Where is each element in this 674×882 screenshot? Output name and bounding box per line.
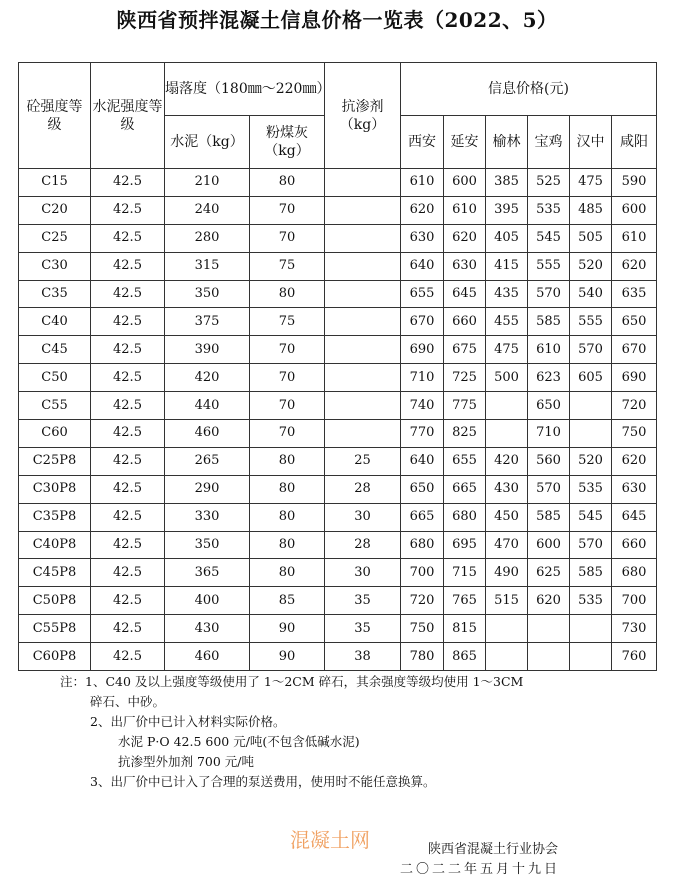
table-cell: 630 <box>401 224 444 252</box>
table-row <box>19 447 657 475</box>
table-row <box>19 364 657 392</box>
table-row <box>19 280 657 308</box>
table-cell <box>325 252 401 280</box>
table-cell: 700 <box>612 587 657 615</box>
table-cell <box>570 420 612 448</box>
header-grade: 砼强度等 级 <box>19 63 91 169</box>
header-cement: 水泥（kg） <box>165 116 250 169</box>
table-cell: 585 <box>528 503 570 531</box>
table-row <box>19 503 657 531</box>
table-cell: 555 <box>570 308 612 336</box>
table-cell: 660 <box>612 531 657 559</box>
header-antiseep: 抗渗剂（kg） <box>325 63 401 169</box>
table-cell: 660 <box>444 308 486 336</box>
table-cell: 42.5 <box>91 420 165 448</box>
table-cell: 315 <box>165 252 250 280</box>
table-cell: 670 <box>612 336 657 364</box>
organization: 陕西省混凝土行业协会 <box>428 842 559 857</box>
table-cell: 80 <box>250 531 325 559</box>
table-cell: 825 <box>444 420 486 448</box>
table-cell: 42.5 <box>91 336 165 364</box>
table-cell: 350 <box>165 531 250 559</box>
table-cell <box>486 420 528 448</box>
table-cell: 280 <box>165 224 250 252</box>
table-cell: 695 <box>444 531 486 559</box>
table-cell: 375 <box>165 308 250 336</box>
table-cell: 585 <box>570 559 612 587</box>
table-cell: 330 <box>165 503 250 531</box>
table-cell: 455 <box>486 308 528 336</box>
table-cell: C50 <box>19 364 91 392</box>
table-cell: 640 <box>401 447 444 475</box>
table-cell <box>570 643 612 671</box>
table-row <box>19 587 657 615</box>
table-cell <box>486 392 528 420</box>
table-row <box>19 615 657 643</box>
table-cell: C40P8 <box>19 531 91 559</box>
table-cell: 90 <box>250 615 325 643</box>
table-cell: C35P8 <box>19 503 91 531</box>
table-cell: 650 <box>528 392 570 420</box>
table-cell: 535 <box>570 475 612 503</box>
table-cell: 265 <box>165 447 250 475</box>
table-cell <box>570 615 612 643</box>
table-cell: 470 <box>486 531 528 559</box>
table-cell: 525 <box>528 169 570 197</box>
table-cell: 75 <box>250 252 325 280</box>
table-cell: 42.5 <box>91 643 165 671</box>
table-row <box>19 196 657 224</box>
table-cell: 90 <box>250 643 325 671</box>
table-cell: 545 <box>528 224 570 252</box>
table-cell: 600 <box>444 169 486 197</box>
issue-date: 二〇二二年五月十九日 <box>400 862 561 877</box>
table-cell: 750 <box>401 615 444 643</box>
table-cell: 42.5 <box>91 308 165 336</box>
table-cell: 42.5 <box>91 559 165 587</box>
header-city: 榆林 <box>486 116 528 169</box>
table-cell <box>486 615 528 643</box>
table-cell <box>325 336 401 364</box>
notes <box>60 672 660 792</box>
table-cell: 28 <box>325 531 401 559</box>
table-cell: C30 <box>19 252 91 280</box>
table-cell: 630 <box>444 252 486 280</box>
table-row <box>19 224 657 252</box>
table-cell: 675 <box>444 336 486 364</box>
table-cell: 42.5 <box>91 531 165 559</box>
table-cell: 720 <box>401 587 444 615</box>
table-cell <box>325 420 401 448</box>
table-cell: 42.5 <box>91 252 165 280</box>
header-flyash: 粉煤灰（kg） <box>250 116 325 169</box>
table-cell: 740 <box>401 392 444 420</box>
header-city: 宝鸡 <box>528 116 570 169</box>
header-price: 信息价格(元) <box>401 63 657 116</box>
table-cell: 815 <box>444 615 486 643</box>
table-cell: 770 <box>401 420 444 448</box>
table-cell: 725 <box>444 364 486 392</box>
table-cell <box>486 643 528 671</box>
table-cell: 605 <box>570 364 612 392</box>
header-city: 咸阳 <box>612 116 657 169</box>
table-cell: 780 <box>401 643 444 671</box>
table-cell: 430 <box>165 615 250 643</box>
table-cell: 515 <box>486 587 528 615</box>
table-cell: 650 <box>401 475 444 503</box>
table-cell: 610 <box>612 224 657 252</box>
table-cell: 80 <box>250 280 325 308</box>
table-cell: 80 <box>250 475 325 503</box>
table-row <box>19 531 657 559</box>
table-cell: 25 <box>325 447 401 475</box>
table-cell: 570 <box>570 336 612 364</box>
table-cell: 70 <box>250 392 325 420</box>
table-cell: 475 <box>570 169 612 197</box>
table-cell: 42.5 <box>91 169 165 197</box>
table-cell: C35 <box>19 280 91 308</box>
table-cell: 540 <box>570 280 612 308</box>
header-slump: 塌落度（180㎜～220㎜） <box>165 63 325 116</box>
table-cell: C60P8 <box>19 643 91 671</box>
table-cell: 665 <box>444 475 486 503</box>
table-cell: 690 <box>401 336 444 364</box>
table-cell: 715 <box>444 559 486 587</box>
table-cell: 80 <box>250 559 325 587</box>
table-cell: 690 <box>612 364 657 392</box>
table-cell: C45 <box>19 336 91 364</box>
table-cell <box>570 392 612 420</box>
table-cell <box>528 643 570 671</box>
table-cell <box>325 196 401 224</box>
table-cell: 710 <box>528 420 570 448</box>
table-cell: 680 <box>401 531 444 559</box>
table-cell: 620 <box>444 224 486 252</box>
table-cell: 42.5 <box>91 447 165 475</box>
table-cell: 240 <box>165 196 250 224</box>
table-cell: C15 <box>19 169 91 197</box>
table-cell: C45P8 <box>19 559 91 587</box>
table-cell: 420 <box>486 447 528 475</box>
table-cell <box>325 308 401 336</box>
table-cell: 570 <box>528 280 570 308</box>
table-cell: 680 <box>612 559 657 587</box>
page-title: 陕西省预拌混凝土信息价格一览表（2022、5） <box>116 8 558 32</box>
table-cell: 42.5 <box>91 587 165 615</box>
table-cell: 505 <box>570 224 612 252</box>
table-cell: 28 <box>325 475 401 503</box>
table-row <box>19 308 657 336</box>
table-cell: 650 <box>612 308 657 336</box>
table-cell: 70 <box>250 364 325 392</box>
table-cell: 35 <box>325 615 401 643</box>
table-cell: 435 <box>486 280 528 308</box>
table-cell: 520 <box>570 252 612 280</box>
table-row <box>19 392 657 420</box>
table-cell: 555 <box>528 252 570 280</box>
table-row <box>19 252 657 280</box>
table-cell: 710 <box>401 364 444 392</box>
table-cell: 430 <box>486 475 528 503</box>
table-cell: 655 <box>401 280 444 308</box>
table-cell: 350 <box>165 280 250 308</box>
table-cell: 535 <box>570 587 612 615</box>
table-cell: 750 <box>612 420 657 448</box>
table-cell: 520 <box>570 447 612 475</box>
table-cell: 645 <box>612 503 657 531</box>
table-cell: 38 <box>325 643 401 671</box>
table-cell: 460 <box>165 420 250 448</box>
header-city: 延安 <box>444 116 486 169</box>
table-cell: 70 <box>250 224 325 252</box>
table-row <box>19 559 657 587</box>
table-cell: 865 <box>444 643 486 671</box>
table-cell: C25P8 <box>19 447 91 475</box>
table-cell: C40 <box>19 308 91 336</box>
table-cell: 635 <box>612 280 657 308</box>
table-cell: 490 <box>486 559 528 587</box>
table-cell: 670 <box>401 308 444 336</box>
table-cell: 485 <box>570 196 612 224</box>
table-row <box>19 475 657 503</box>
table-cell: C20 <box>19 196 91 224</box>
table-cell: 570 <box>570 531 612 559</box>
note-1: 注：1、C40 及以上强度等级使用了 1～2CM 碎石，其余强度等级均使用 1～3CM <box>60 674 524 689</box>
table-cell: 365 <box>165 559 250 587</box>
table-cell: 610 <box>401 169 444 197</box>
table-cell: C55P8 <box>19 615 91 643</box>
table-cell: 395 <box>486 196 528 224</box>
table-cell: C50P8 <box>19 587 91 615</box>
table-cell: 620 <box>528 587 570 615</box>
note-2-cement: 水泥 P·O 42.5 600 元/吨(不包含低碱水泥) <box>118 734 360 749</box>
table-cell: 600 <box>612 196 657 224</box>
table-row <box>19 336 657 364</box>
note-2: 2、出厂价中已计入材料实际价格。 <box>90 714 286 729</box>
table-cell: 80 <box>250 447 325 475</box>
table-cell: 42.5 <box>91 280 165 308</box>
table-cell: 730 <box>612 615 657 643</box>
table-cell <box>528 615 570 643</box>
table-cell: C60 <box>19 420 91 448</box>
table-cell: 42.5 <box>91 615 165 643</box>
note-1-cont: 碎石、中砂。 <box>90 694 166 709</box>
table-cell: C25 <box>19 224 91 252</box>
table-cell: 545 <box>570 503 612 531</box>
table-cell: 400 <box>165 587 250 615</box>
table-cell: 475 <box>486 336 528 364</box>
table-cell: 765 <box>444 587 486 615</box>
table-cell: 30 <box>325 559 401 587</box>
table-cell: 42.5 <box>91 392 165 420</box>
table-row <box>19 420 657 448</box>
table-cell: 290 <box>165 475 250 503</box>
table-cell: 70 <box>250 196 325 224</box>
table-cell: 610 <box>528 336 570 364</box>
table-cell: 42.5 <box>91 475 165 503</box>
table-cell: 42.5 <box>91 503 165 531</box>
table-cell <box>325 392 401 420</box>
table-cell: 590 <box>612 169 657 197</box>
table-row <box>19 169 657 197</box>
table-cell: 630 <box>612 475 657 503</box>
table-cell: 80 <box>250 503 325 531</box>
note-3: 3、出厂价中已计入了合理的泵送费用，使用时不能任意换算。 <box>90 774 436 789</box>
table-cell: 75 <box>250 308 325 336</box>
table-cell: 42.5 <box>91 224 165 252</box>
table-cell: 610 <box>444 196 486 224</box>
header-cement-grade: 水泥强度等级 <box>91 63 165 169</box>
table-cell: 85 <box>250 587 325 615</box>
price-table <box>18 62 657 671</box>
table-cell: 440 <box>165 392 250 420</box>
table-row <box>19 643 657 671</box>
table-cell: C55 <box>19 392 91 420</box>
table-cell: 720 <box>612 392 657 420</box>
table-cell: 623 <box>528 364 570 392</box>
table-cell: 620 <box>612 447 657 475</box>
table-cell: 775 <box>444 392 486 420</box>
table-cell: 665 <box>401 503 444 531</box>
table-cell: 30 <box>325 503 401 531</box>
table-cell: 535 <box>528 196 570 224</box>
table-cell <box>325 364 401 392</box>
table-cell: 585 <box>528 308 570 336</box>
table-cell: 420 <box>165 364 250 392</box>
header-city: 汉中 <box>570 116 612 169</box>
table-cell: C30P8 <box>19 475 91 503</box>
table-cell: 655 <box>444 447 486 475</box>
table-cell: 210 <box>165 169 250 197</box>
note-2-admixture: 抗渗型外加剂 700 元/吨 <box>118 754 255 769</box>
table-cell: 645 <box>444 280 486 308</box>
table-cell: 625 <box>528 559 570 587</box>
table-cell: 620 <box>401 196 444 224</box>
table-cell: 560 <box>528 447 570 475</box>
table-cell: 70 <box>250 336 325 364</box>
table-cell <box>325 280 401 308</box>
table-cell: 680 <box>444 503 486 531</box>
table-cell: 500 <box>486 364 528 392</box>
table-cell: 42.5 <box>91 364 165 392</box>
table-cell: 415 <box>486 252 528 280</box>
table-cell: 70 <box>250 420 325 448</box>
table-cell <box>325 224 401 252</box>
table-cell: 570 <box>528 475 570 503</box>
watermark: 混凝土网 <box>290 828 370 852</box>
table-cell: 385 <box>486 169 528 197</box>
table-cell: 80 <box>250 169 325 197</box>
table-cell: 450 <box>486 503 528 531</box>
table-cell: 405 <box>486 224 528 252</box>
table-cell: 640 <box>401 252 444 280</box>
table-cell: 700 <box>401 559 444 587</box>
table-cell: 620 <box>612 252 657 280</box>
table-cell: 760 <box>612 643 657 671</box>
table-cell <box>325 169 401 197</box>
header-city: 西安 <box>401 116 444 169</box>
table-cell: 35 <box>325 587 401 615</box>
table-cell: 42.5 <box>91 196 165 224</box>
table-cell: 460 <box>165 643 250 671</box>
table-cell: 390 <box>165 336 250 364</box>
table-cell: 600 <box>528 531 570 559</box>
